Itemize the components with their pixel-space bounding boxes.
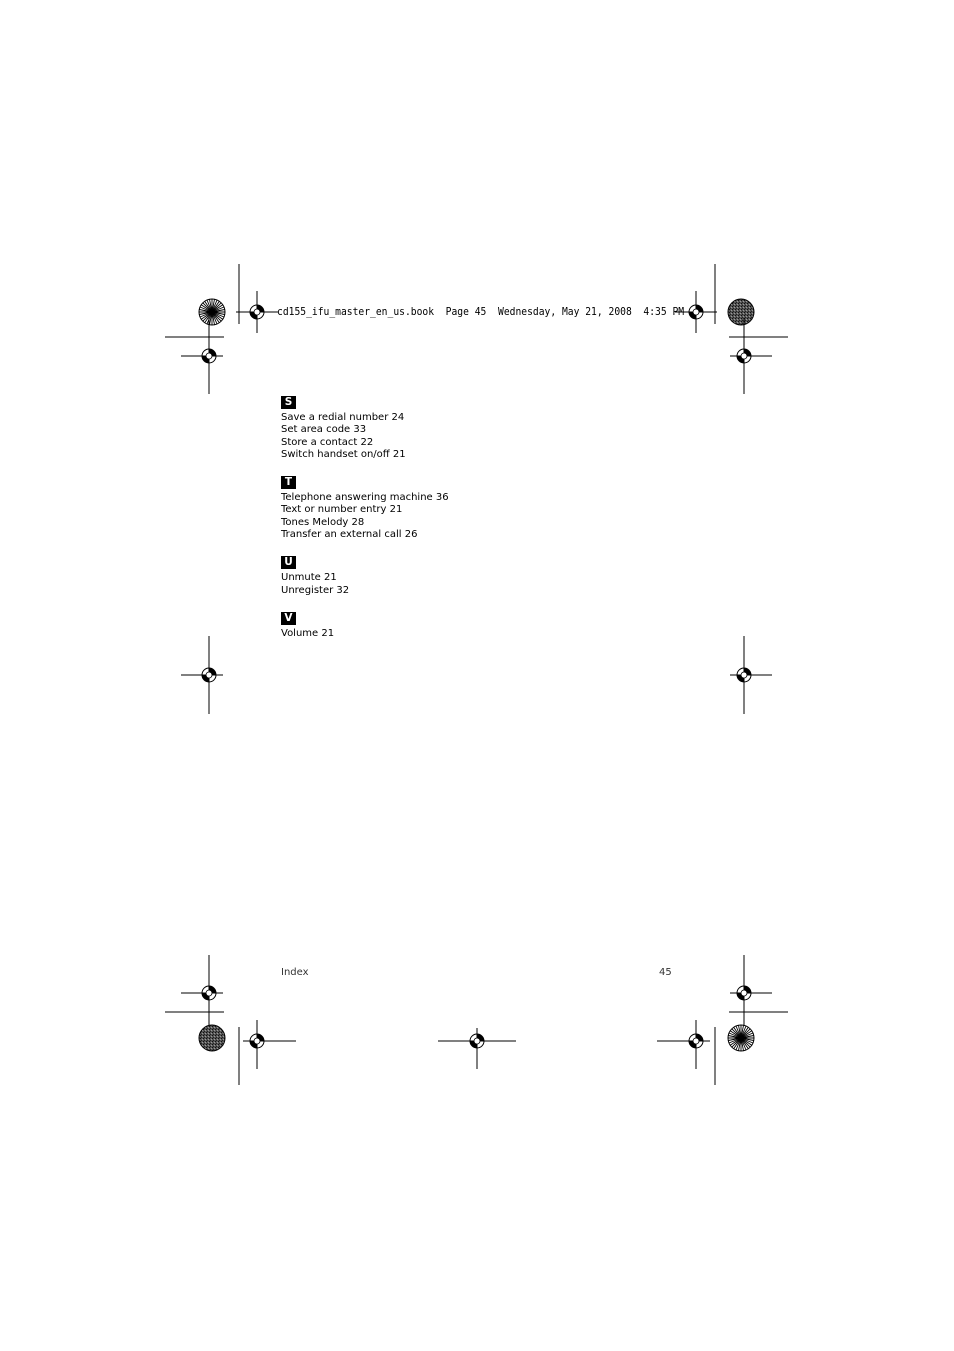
index-entry: Set area code 33 — [281, 424, 367, 436]
index-section-t — [281, 470, 701, 541]
starburst-mark-bottom-right — [728, 1025, 754, 1051]
registration-mark — [730, 318, 772, 394]
print-slug-line: cd155_ifu_master_en_us.book Page 45 Wednesday, May 21, 2008 4:35 PM — [277, 306, 685, 318]
index-section-u — [281, 550, 701, 597]
index-entry: Unregister 32 — [281, 584, 350, 596]
gray-patch-mark-top-right — [728, 299, 754, 325]
footer-section-name: Index — [281, 967, 309, 978]
registration-mark — [730, 955, 772, 1031]
section-letter: S — [281, 396, 296, 409]
index-entry: Text or number entry 21 — [281, 504, 403, 516]
index-entry: Save a redial number 24 — [281, 412, 405, 423]
index-entry: Store a contact 22 — [281, 436, 374, 448]
registration-mark — [181, 636, 223, 714]
registration-mark — [236, 291, 278, 333]
starburst-mark-top-left — [199, 299, 225, 325]
index-entry: Tones Melody 28 — [281, 516, 365, 528]
index-section-v — [281, 606, 701, 640]
registration-mark — [657, 1020, 710, 1069]
registration-mark — [438, 1028, 516, 1069]
index-entry: Volume 21 — [281, 627, 335, 639]
section-letter: U — [281, 556, 296, 569]
index-entry: Switch handset on/off 21 — [281, 448, 406, 460]
index-section-s — [281, 390, 701, 461]
section-letter: V — [281, 612, 296, 625]
index-entry: Telephone answering machine 36 — [281, 492, 449, 504]
index-entry: Unmute 21 — [281, 572, 337, 584]
gray-patch-mark-bottom-left — [199, 1025, 225, 1051]
registration-mark — [181, 955, 223, 1031]
registration-mark — [243, 1020, 296, 1069]
index-list — [281, 390, 701, 649]
section-letter: T — [281, 476, 296, 489]
registration-mark — [730, 636, 772, 714]
footer-page-number: 45 — [659, 967, 672, 978]
index-entry: Transfer an external call 26 — [281, 529, 418, 541]
registration-mark — [181, 318, 223, 394]
